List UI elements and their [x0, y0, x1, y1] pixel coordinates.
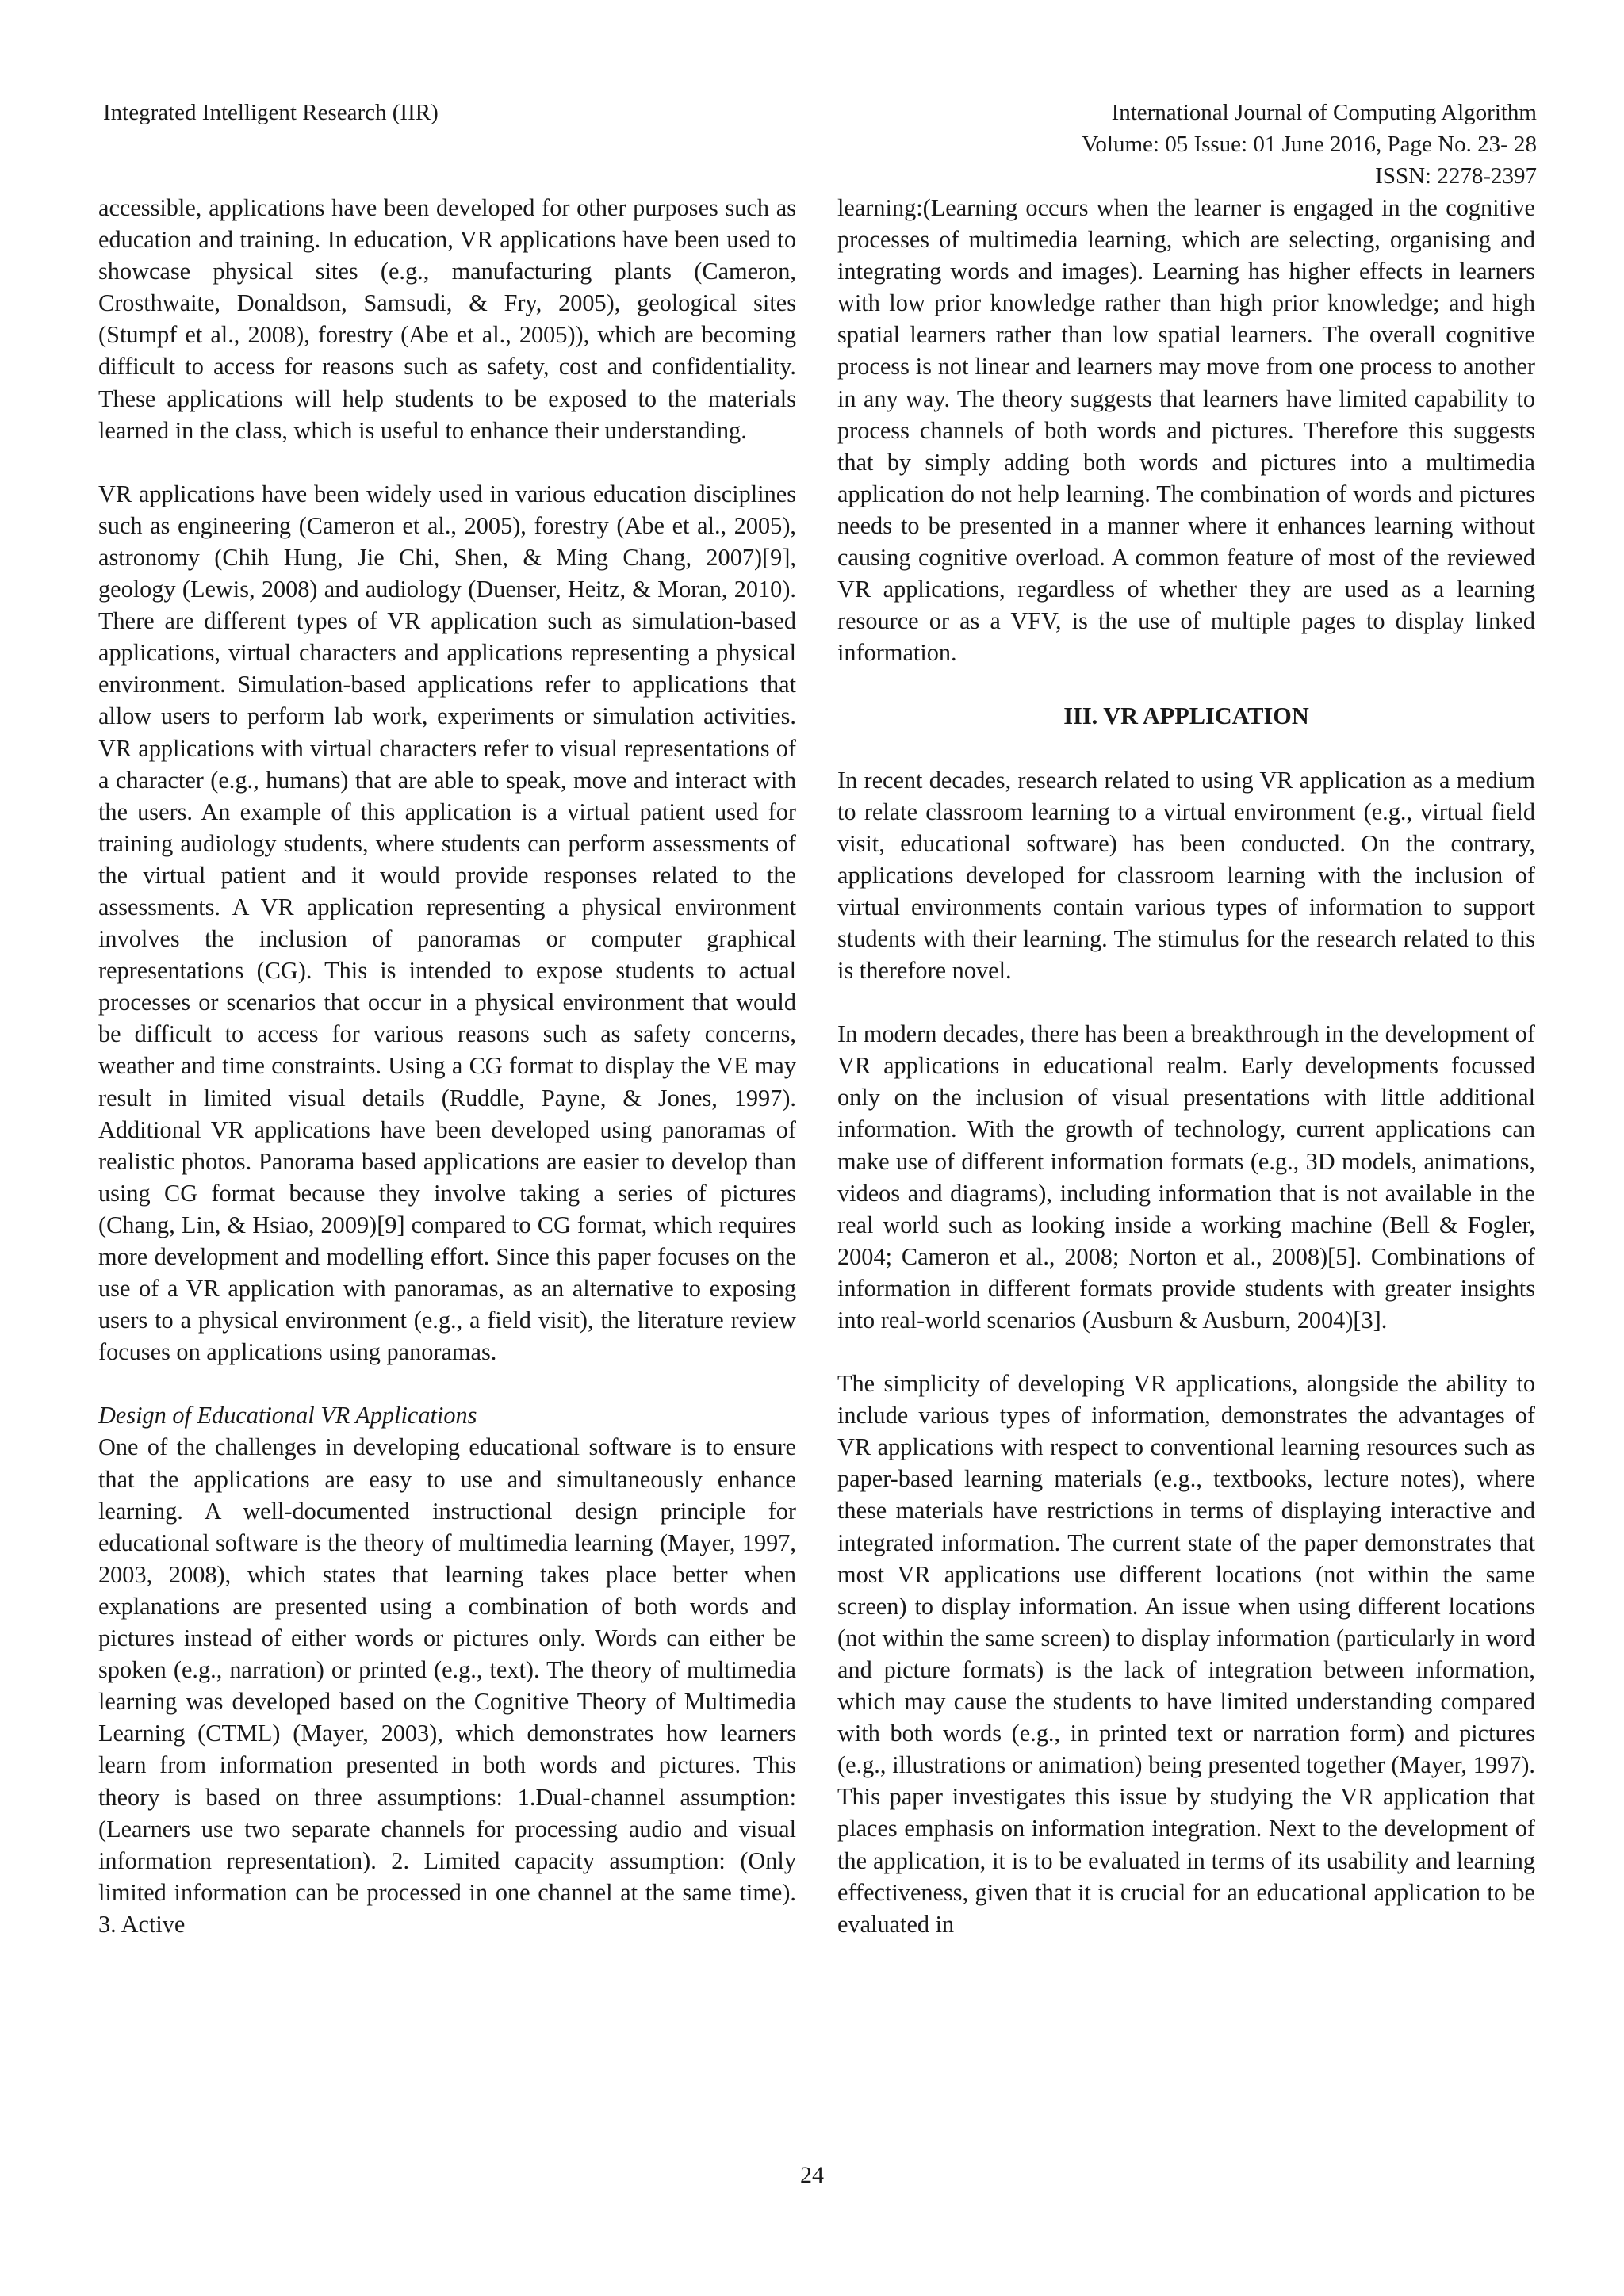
volume-info: Volume: 05 Issue: 01 June 2016, Page No. 23- 28: [1082, 132, 1537, 157]
page-number: 24: [800, 2162, 824, 2188]
left-column: [98, 192, 796, 1940]
right-column: [837, 192, 1535, 1940]
paragraph: The simplicity of developing VR applications, alongside the ability to include various types of information, demonstrates the advantages of VR applications with respect to conventional learning resources such as paper-based learning materials (e.g., textbooks, lecture notes), where these materials have restrictions in terms of displaying interactive and integrated information. The current state of the paper demonstrates that most VR applications use different locations (not within the same screen) to display information. An issue when using different locations (not within the same screen) to display information (particularly in word and picture formats) is the lack of integration between information, which may cause the students to have limited understanding compared with both words (e.g., in printed text or narration form) and pictures (e.g., illustrations or animation) being presented together (Mayer, 1997). This paper investigates this issue by studying the VR application that places emphasis on information integration. Next to the development of the application, it is to be evaluated in terms of its usability and learning effectiveness, given that it is crucial for an educational application to be evaluated in: [837, 1370, 1535, 1938]
issn: ISSN: 2278-2397: [1375, 163, 1537, 189]
subsection-heading: Design of Educational VR Applications: [98, 1402, 477, 1429]
running-header-right: [1082, 97, 1537, 192]
section-heading: III. VR APPLICATION: [1063, 702, 1309, 730]
paragraph: learning:(Learning occurs when the learner is engaged in the cognitive processes of multimedia learning, which are selecting, organising and integrating words and images). Learning has higher effects in learners with low prior knowledge rather than high prior knowledge; and high spatial learners rather than low spatial learners. The overall cognitive process is not linear and learners may move from one process to another in any way. The theory suggests that learners have limited capability to process channels of both words and pictures. Therefore this suggests that by simply adding both words and pictures into a multimedia application do not help learning. The combination of words and pictures needs to be presented in a manner where it enhances learning without causing cognitive overload. A common feature of most of the reviewed VR applications, regardless of whether they are used as a learning resource or as a VFV, is the use of multiple pages to display linked information.: [837, 194, 1535, 667]
journal-title: International Journal of Computing Algorithm: [1111, 100, 1537, 125]
running-header-left: Integrated Intelligent Research (IIR): [103, 100, 439, 125]
paragraph: accessible, applications have been developed for other purposes such as education and training. In education, VR applications have been used to showcase physical sites (e.g., manufacturing plants (Cameron, Crosthwaite, Donaldson, Samsudi, & Fry, 2005), geological sites (Stumpf et al., 2008), forestry (Abe et al., 2005)), which are becoming difficult to access for reasons such as safety, cost and confidentiality. These applications will help students to be exposed to the materials learned in the class, which is useful to enhance their understanding.: [98, 194, 796, 444]
paragraph: In modern decades, there has been a breakthrough in the development of VR applications in educational realm. Early developments focussed only on the inclusion of visual presentations with little additional information. With the growth of technology, current applications can make use of different information formats (e.g., 3D models, animations, videos and diagrams), including information that is not available in the real world such as looking inside a working machine (Bell & Fogler, 2004; Cameron et al., 2008; Norton et al., 2008)[5]. Combinations of information in different formats provide students with greater insights into real-world scenarios (Ausburn & Ausburn, 2004)[3].: [837, 1020, 1535, 1334]
paragraph: VR applications have been widely used in various education disciplines such as engineering (Cameron et al., 2005), forestry (Abe et al., 2005), astronomy (Chih Hung, Jie Chi, Shen, & Ming Chang, 2007)[9], geology (Lewis, 2008) and audiology (Duenser, Heitz, & Moran, 2010). There are different types of VR application such as simulation-based applications, virtual characters and applications representing a physical environment. Simulation-based applications refer to applications that allow users to perform lab work, experiments or simulation activities. VR applications with virtual characters refer to visual representations of a character (e.g., humans) that are able to speak, move and interact with the users. An example of this application is a virtual patient used for training audiology students, where students can perform assessments of the virtual patient and it would provide responses related to the assessments. A VR application representing a physical environment involves the inclusion of panoramas or computer graphical representations (CG). This is intended to expose students to actual processes or scenarios that occur in a physical environment that would be difficult to access for various reasons such as safety concerns, weather and time constraints. Using a CG format to display the VE may result in limited visual details (Ruddle, Payne, & Jones, 1997). Additional VR applications have been developed using panoramas of realistic photos. Panorama based applications are easier to develop than using CG format because they involve taking a series of pictures (Chang, Lin, & Hsiao, 2009)[9] compared to CG format, which requires more development and modelling effort. Since this paper focuses on the use of a VR application with panoramas, as an alternative to exposing users to a physical environment (e.g., a field visit), the literature review focuses on applications using panoramas.: [98, 480, 796, 1366]
paragraph: One of the challenges in developing educational software is to ensure that the applications are easy to use and simultaneously enhance learning. A well-documented instructional design principle for educational software is the theory of multimedia learning (Mayer, 1997, 2003, 2008), which states that learning takes place better when explanations are presented using a combination of both words and pictures instead of either words or pictures only. Words can either be spoken (e.g., narration) or printed (e.g., text). The theory of multimedia learning was developed based on the Cognitive Theory of Multimedia Learning (CTML) (Mayer, 2003), which demonstrates how learners learn from information presented in both words and pictures. This theory is based on three assumptions: 1.Dual-channel assumption: (Learners use two separate channels for processing audio and visual information representation). 2. Limited capacity assumption: (Only limited information can be processed in one channel at the same time). 3. Active: [98, 1433, 796, 1938]
paragraph: In recent decades, research related to using VR application as a medium to relate classroom learning to a virtual environment (e.g., virtual field visit, educational software) has been conducted. On the contrary, applications developed for classroom learning with the inclusion of virtual environments contain various types of information to support students with their learning. The stimulus for the research related to this is therefore novel.: [837, 766, 1535, 985]
